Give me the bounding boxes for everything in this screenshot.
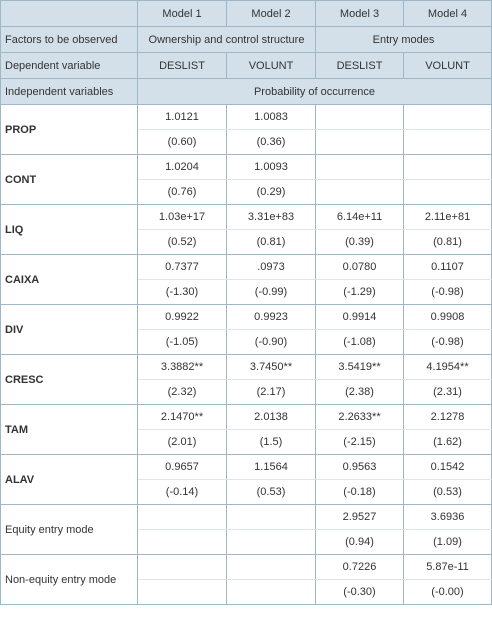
- coefficient-cell: 1.0204: [138, 155, 227, 180]
- variable-label: TAM: [1, 405, 138, 455]
- model-4-header: Model 4: [404, 1, 492, 27]
- z-stat-cell: (0.36): [227, 130, 316, 155]
- z-stat-cell: (2.17): [227, 380, 316, 405]
- z-stat-cell: (-0.14): [138, 480, 227, 505]
- coefficient-row: [1, 155, 492, 180]
- coefficient-cell: 1.1564: [227, 455, 316, 480]
- variable-label: CONT: [1, 155, 138, 205]
- model-2-header: Model 2: [227, 1, 316, 27]
- factor-group-entry: Entry modes: [316, 27, 492, 53]
- z-stat-cell: (-0.90): [227, 330, 316, 355]
- z-stat-cell: (0.29): [227, 180, 316, 205]
- z-stat-cell: (-0.30): [316, 580, 404, 605]
- variable-label: ALAV: [1, 455, 138, 505]
- coefficient-cell: 5.87e-11: [404, 555, 492, 580]
- coefficient-cell: 2.1470**: [138, 405, 227, 430]
- coefficient-cell: 3.5419**: [316, 355, 404, 380]
- coefficient-cell: [227, 505, 316, 530]
- coefficient-cell: [138, 555, 227, 580]
- coefficient-row: [1, 405, 492, 430]
- coefficient-cell: 1.0093: [227, 155, 316, 180]
- coefficient-cell: [404, 105, 492, 130]
- coefficient-row: [1, 505, 492, 530]
- factor-group-ownership: Ownership and control structure: [138, 27, 316, 53]
- z-stat-cell: (-0.98): [404, 280, 492, 305]
- coefficient-cell: 3.6936: [404, 505, 492, 530]
- variable-label: CAIXA: [1, 255, 138, 305]
- variable-label: CRESC: [1, 355, 138, 405]
- z-stat-cell: (-0.18): [316, 480, 404, 505]
- independent-value: Probability of occurrence: [138, 79, 492, 105]
- coefficient-cell: 1.0121: [138, 105, 227, 130]
- coefficient-cell: 1.0083: [227, 105, 316, 130]
- coefficient-cell: [227, 555, 316, 580]
- z-stat-cell: (2.01): [138, 430, 227, 455]
- coefficient-cell: 0.9908: [404, 305, 492, 330]
- variable-label: Equity entry mode: [1, 505, 138, 555]
- coefficient-cell: [316, 155, 404, 180]
- coefficient-cell: 1.03e+17: [138, 205, 227, 230]
- dependent-row: [1, 53, 492, 79]
- z-stat-cell: [316, 130, 404, 155]
- model-3-header: Model 3: [316, 1, 404, 27]
- coefficient-cell: 2.11e+81: [404, 205, 492, 230]
- z-stat-cell: (0.60): [138, 130, 227, 155]
- z-stat-cell: (-0.00): [404, 580, 492, 605]
- coefficient-row: [1, 105, 492, 130]
- coefficient-cell: .0973: [227, 255, 316, 280]
- corner-cell: [1, 1, 138, 27]
- coefficient-row: [1, 255, 492, 280]
- coefficient-row: [1, 555, 492, 580]
- model-header-row: [1, 1, 492, 27]
- coefficient-row: [1, 205, 492, 230]
- dependent-model-1: DESLIST: [138, 53, 227, 79]
- z-stat-cell: (-0.98): [404, 330, 492, 355]
- z-stat-cell: (0.76): [138, 180, 227, 205]
- factors-label: Factors to be observed: [1, 27, 138, 53]
- z-stat-cell: (-0.99): [227, 280, 316, 305]
- coefficient-row: [1, 455, 492, 480]
- z-stat-cell: (1.09): [404, 530, 492, 555]
- z-stat-cell: (0.52): [138, 230, 227, 255]
- coefficient-cell: 0.7377: [138, 255, 227, 280]
- z-stat-cell: [138, 580, 227, 605]
- model-1-header: Model 1: [138, 1, 227, 27]
- factors-row: [1, 27, 492, 53]
- variable-label: DIV: [1, 305, 138, 355]
- coefficient-cell: 0.9914: [316, 305, 404, 330]
- coefficient-cell: [404, 155, 492, 180]
- z-stat-cell: (0.53): [227, 480, 316, 505]
- z-stat-cell: (-1.08): [316, 330, 404, 355]
- z-stat-cell: (-2.15): [316, 430, 404, 455]
- coefficient-cell: 0.7226: [316, 555, 404, 580]
- z-stat-cell: (2.38): [316, 380, 404, 405]
- independent-row: [1, 79, 492, 105]
- coefficient-cell: 3.3882**: [138, 355, 227, 380]
- z-stat-cell: (0.39): [316, 230, 404, 255]
- coefficient-cell: 2.9527: [316, 505, 404, 530]
- z-stat-cell: [138, 530, 227, 555]
- z-stat-cell: (1.62): [404, 430, 492, 455]
- coefficient-cell: 3.7450**: [227, 355, 316, 380]
- coefficient-row: [1, 355, 492, 380]
- z-stat-cell: [404, 180, 492, 205]
- coefficient-cell: 0.1542: [404, 455, 492, 480]
- variable-label: LIQ: [1, 205, 138, 255]
- coefficient-cell: 2.2633**: [316, 405, 404, 430]
- variable-label: Non-equity entry mode: [1, 555, 138, 605]
- z-stat-cell: (0.53): [404, 480, 492, 505]
- z-stat-cell: [227, 530, 316, 555]
- dependent-model-3: DESLIST: [316, 53, 404, 79]
- coefficient-cell: 3.31e+83: [227, 205, 316, 230]
- z-stat-cell: [227, 580, 316, 605]
- z-stat-cell: (-1.30): [138, 280, 227, 305]
- coefficient-cell: 0.1107: [404, 255, 492, 280]
- coefficient-cell: 0.9563: [316, 455, 404, 480]
- coefficient-cell: 2.0138: [227, 405, 316, 430]
- z-stat-cell: (-1.05): [138, 330, 227, 355]
- z-stat-cell: (0.81): [227, 230, 316, 255]
- dependent-label: Dependent variable: [1, 53, 138, 79]
- coefficient-cell: 4.1954**: [404, 355, 492, 380]
- z-stat-cell: [404, 130, 492, 155]
- independent-label: Independent variables: [1, 79, 138, 105]
- coefficient-cell: [138, 505, 227, 530]
- z-stat-cell: (0.81): [404, 230, 492, 255]
- dependent-model-2: VOLUNT: [227, 53, 316, 79]
- z-stat-cell: (2.32): [138, 380, 227, 405]
- dependent-model-4: VOLUNT: [404, 53, 492, 79]
- coefficient-cell: 2.1278: [404, 405, 492, 430]
- z-stat-cell: [316, 180, 404, 205]
- coefficient-cell: 0.9923: [227, 305, 316, 330]
- coefficient-cell: [316, 105, 404, 130]
- z-stat-cell: (1.5): [227, 430, 316, 455]
- coefficient-cell: 0.9922: [138, 305, 227, 330]
- z-stat-cell: (2.31): [404, 380, 492, 405]
- coefficient-cell: 0.9657: [138, 455, 227, 480]
- coefficient-row: [1, 305, 492, 330]
- variable-label: PROP: [1, 105, 138, 155]
- z-stat-cell: (-1.29): [316, 280, 404, 305]
- coefficient-cell: 6.14e+11: [316, 205, 404, 230]
- coefficient-cell: 0.0780: [316, 255, 404, 280]
- z-stat-cell: (0.94): [316, 530, 404, 555]
